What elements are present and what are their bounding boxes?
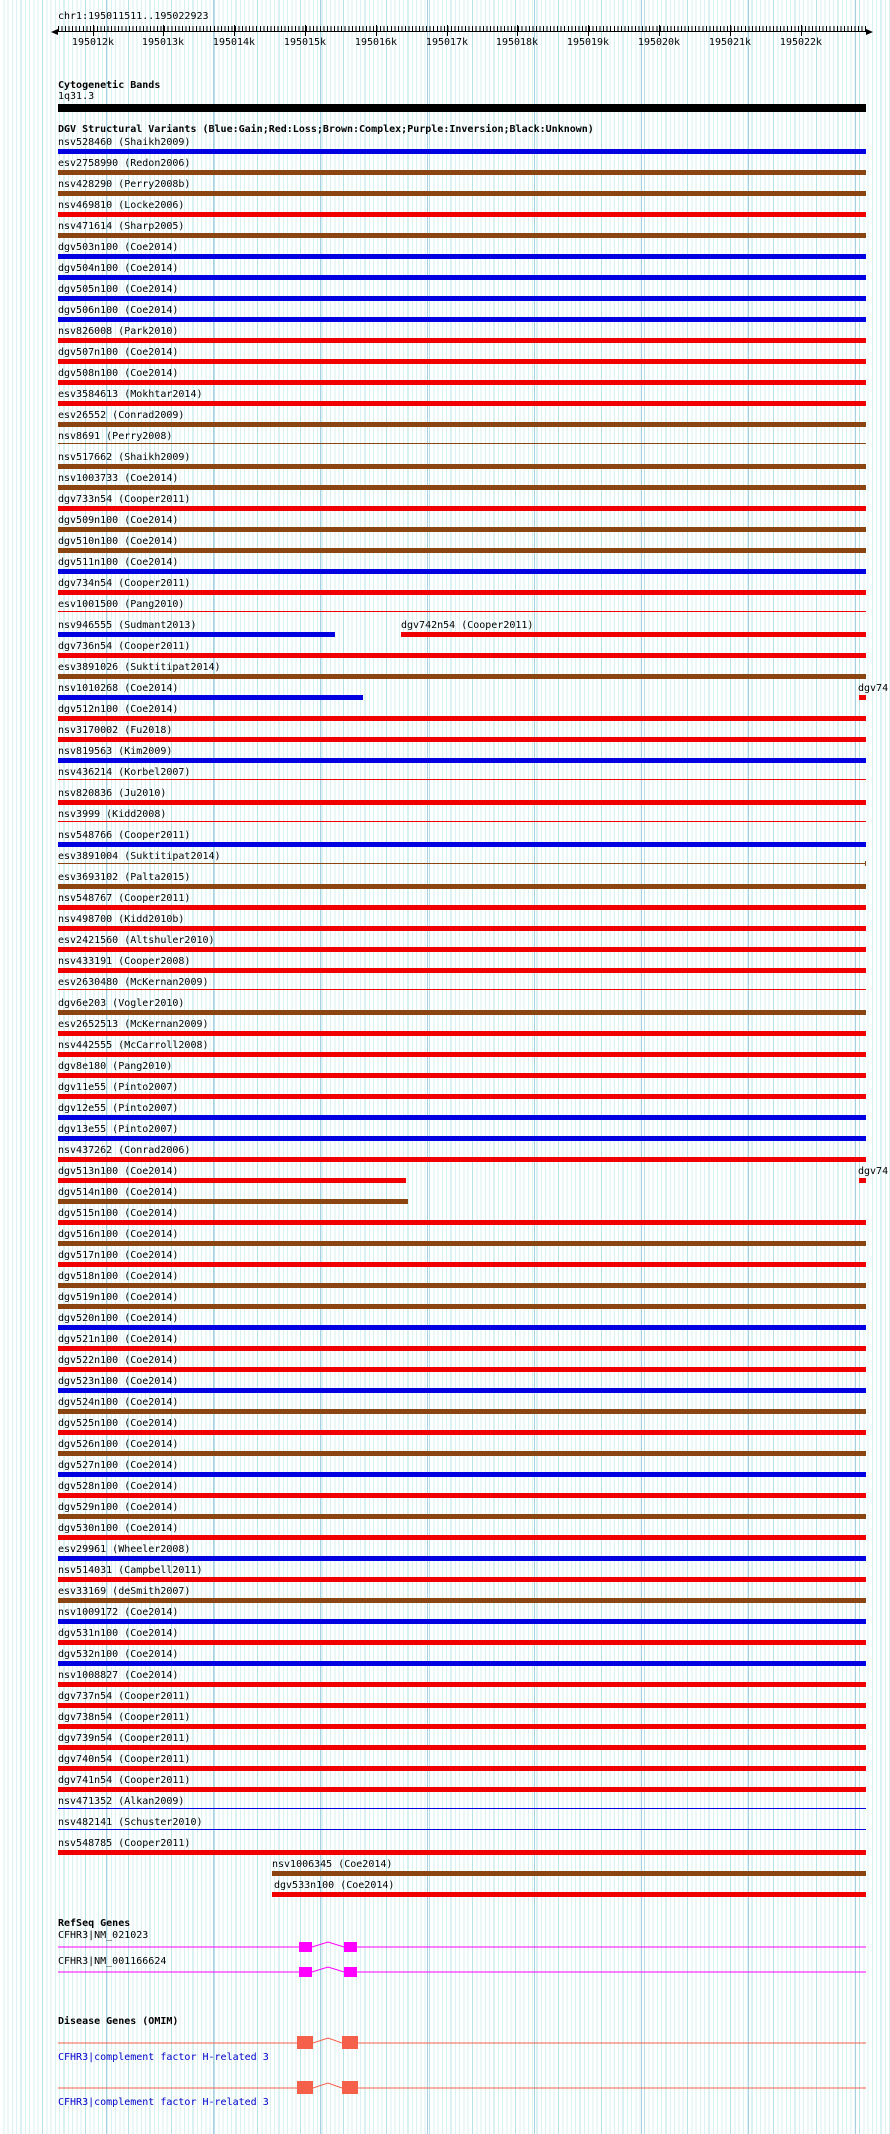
variant-bar[interactable] <box>58 296 866 301</box>
variant-bar[interactable] <box>58 1409 866 1414</box>
variant-bar[interactable] <box>58 275 866 280</box>
variant-bar[interactable] <box>58 1283 866 1288</box>
variant-label[interactable]: dgv518n100 (Coe2014) <box>58 1271 179 1282</box>
ruler-major-tick-down <box>659 31 660 36</box>
variant-bar[interactable] <box>58 884 866 889</box>
variant-bar[interactable] <box>58 548 866 553</box>
variant-end-tick <box>865 861 866 866</box>
refseq-transcript-label[interactable]: CFHR3|NM_021023 <box>58 1930 149 1941</box>
variant-label[interactable]: dgv515n100 (Coe2014) <box>58 1208 179 1219</box>
gene-model[interactable] <box>58 1940 866 1954</box>
ruler-tick-label: 195020k <box>637 37 681 48</box>
ruler-major-tick-down <box>517 31 518 36</box>
variant-label[interactable]: esv3891004 (Suktitipat2014) <box>58 851 221 862</box>
omim-gene-label[interactable]: CFHR3|complement factor H-related 3 <box>58 2052 269 2063</box>
variant-label[interactable]: esv3693102 (Palta2015) <box>58 872 191 883</box>
variant-label[interactable]: dgv533n100 (Coe2014) <box>274 1880 395 1891</box>
variant-label[interactable]: dgv510n100 (Coe2014) <box>58 536 179 547</box>
gene-model[interactable] <box>58 2079 866 2097</box>
ruler-major-tick-down <box>376 31 377 36</box>
gene-model[interactable] <box>58 2034 866 2052</box>
variant-bar[interactable] <box>58 737 866 742</box>
variant-label[interactable]: nsv8691 (Perry2008) <box>58 431 173 442</box>
exon-box[interactable] <box>342 2081 358 2094</box>
ruler-tick-label: 195017k <box>425 37 469 48</box>
variant-label[interactable]: dgv733n54 (Cooper2011) <box>58 494 191 505</box>
variant-label[interactable]: esv3584613 (Mokhtar2014) <box>58 389 203 400</box>
variant-bar[interactable] <box>859 695 866 700</box>
variant-bar[interactable] <box>58 170 866 175</box>
variant-label[interactable]: nsv436214 (Korbel2007) <box>58 767 191 778</box>
variant-bar[interactable] <box>58 905 866 910</box>
variant-bar[interactable] <box>58 1241 866 1246</box>
variant-bar[interactable] <box>58 233 866 238</box>
variant-label[interactable]: nsv548766 (Cooper2011) <box>58 830 191 841</box>
variant-label[interactable]: nsv442555 (McCarroll2008) <box>58 1040 209 1051</box>
variant-bar[interactable] <box>58 1136 866 1141</box>
variant-label[interactable]: nsv471352 (Alkan2009) <box>58 1796 185 1807</box>
variant-label[interactable]: nsv946555 (Sudmant2013) <box>58 620 197 631</box>
variant-bar[interactable] <box>272 1892 866 1897</box>
variant-bar[interactable] <box>58 1157 866 1162</box>
variant-bar[interactable] <box>58 1766 866 1771</box>
variant-label[interactable]: dgv504n100 (Coe2014) <box>58 263 179 274</box>
variant-label[interactable]: dgv6e203 (Vogler2010) <box>58 998 185 1009</box>
variant-label[interactable]: nsv3170002 (Fu2018) <box>58 725 173 736</box>
locus-title: chr1:195011511..195022923 <box>58 11 209 22</box>
variant-bar[interactable] <box>58 758 866 763</box>
variant-bar[interactable] <box>58 254 866 259</box>
variant-label[interactable]: nsv498700 (Kidd2010b) <box>58 914 185 925</box>
variant-bar[interactable] <box>58 191 866 196</box>
gene-model[interactable] <box>58 1965 866 1979</box>
variant-label[interactable]: esv3891026 (Suktitipat2014) <box>58 662 221 673</box>
variant-bar[interactable] <box>58 1850 866 1855</box>
variant-label[interactable]: dgv8e180 (Pang2010) <box>58 1061 173 1072</box>
ruler-major-tick-down <box>93 31 94 36</box>
variant-bar[interactable] <box>58 422 866 427</box>
cytogenetic-bands-title: Cytogenetic Bands <box>58 80 161 91</box>
variant-bar[interactable] <box>272 1871 866 1876</box>
variant-label[interactable]: esv33169 (deSmith2007) <box>58 1586 191 1597</box>
variant-label[interactable]: dgv516n100 (Coe2014) <box>58 1229 179 1240</box>
variant-label[interactable]: esv29961 (Wheeler2008) <box>58 1544 191 1555</box>
variant-bar[interactable] <box>58 1493 866 1498</box>
variant-bar[interactable] <box>58 1577 866 1582</box>
variant-label[interactable]: nsv433191 (Cooper2008) <box>58 956 191 967</box>
variant-bar[interactable] <box>58 212 866 217</box>
ruler-left-arrow-icon <box>51 29 58 35</box>
variant-label[interactable]: nsv528460 (Shaikh2009) <box>58 137 191 148</box>
variant-bar[interactable] <box>58 779 866 780</box>
variant-label[interactable]: dgv525n100 (Coe2014) <box>58 1418 179 1429</box>
variant-bar[interactable] <box>58 611 866 612</box>
variant-label[interactable]: nsv469810 (Locke2006) <box>58 200 185 211</box>
variant-bar[interactable] <box>58 380 866 385</box>
ruler-major-tick-down <box>447 31 448 36</box>
variant-label[interactable]: dgv532n100 (Coe2014) <box>58 1649 179 1660</box>
variant-bar[interactable] <box>859 1178 866 1183</box>
variant-bar[interactable] <box>58 1598 866 1603</box>
variant-bar[interactable] <box>58 1010 866 1015</box>
ruler-tick-label: 195019k <box>566 37 610 48</box>
variant-label[interactable]: dgv511n100 (Coe2014) <box>58 557 179 568</box>
variant-bar[interactable] <box>58 863 866 864</box>
variant-bar[interactable] <box>58 485 866 490</box>
ruler-major-tick-down <box>801 31 802 36</box>
dgv-track-title: DGV Structural Variants (Blue:Gain;Red:Loss;Brown:Complex;Purple:Inversion;Black:Unknown) <box>58 124 594 135</box>
variant-bar[interactable] <box>58 1073 866 1078</box>
variant-bar[interactable] <box>58 1367 866 1372</box>
ruler-major-tick-down <box>163 31 164 36</box>
variant-bar[interactable] <box>58 989 866 990</box>
variant-label[interactable]: dgv74 <box>858 683 889 694</box>
variant-bar[interactable] <box>58 1514 866 1519</box>
variant-label[interactable]: nsv1010268 (Coe2014) <box>58 683 179 694</box>
variant-bar[interactable] <box>58 1388 866 1393</box>
variant-label[interactable]: nsv1008827 (Coe2014) <box>58 1670 179 1681</box>
variant-label[interactable]: nsv437262 (Conrad2006) <box>58 1145 191 1156</box>
variant-label[interactable]: dgv509n100 (Coe2014) <box>58 515 179 526</box>
variant-label[interactable]: nsv1009172 (Coe2014) <box>58 1607 179 1618</box>
variant-label[interactable]: dgv741n54 (Cooper2011) <box>58 1775 191 1786</box>
variant-label[interactable]: dgv740n54 (Cooper2011) <box>58 1754 191 1765</box>
variant-bar[interactable] <box>58 1682 866 1687</box>
variant-bar[interactable] <box>58 1535 866 1540</box>
exon-box[interactable] <box>297 2036 313 2049</box>
variant-bar[interactable] <box>58 695 363 700</box>
variant-label[interactable]: dgv524n100 (Coe2014) <box>58 1397 179 1408</box>
variant-label[interactable]: nsv471614 (Sharp2005) <box>58 221 185 232</box>
variant-bar[interactable] <box>58 338 866 343</box>
variant-bar[interactable] <box>58 1745 866 1750</box>
variant-label[interactable]: esv2421560 (Altshuler2010) <box>58 935 215 946</box>
exon-box[interactable] <box>344 1942 357 1952</box>
variant-label[interactable]: esv26552 (Conrad2009) <box>58 410 185 421</box>
variant-bar[interactable] <box>58 674 866 679</box>
cytoband-bar[interactable] <box>58 104 866 112</box>
variant-label[interactable]: dgv520n100 (Coe2014) <box>58 1313 179 1324</box>
variant-label[interactable]: dgv736n54 (Cooper2011) <box>58 641 191 652</box>
ruler-tick-label: 195013k <box>141 37 185 48</box>
variant-bar[interactable] <box>58 1325 866 1330</box>
variant-label[interactable]: dgv503n100 (Coe2014) <box>58 242 179 253</box>
variant-bar[interactable] <box>58 506 866 511</box>
variant-label[interactable]: nsv3999 (Kidd2008) <box>58 809 167 820</box>
variant-label[interactable]: dgv513n100 (Coe2014) <box>58 1166 179 1177</box>
variant-bar[interactable] <box>58 800 866 805</box>
variant-bar[interactable] <box>58 1199 408 1204</box>
ruler-tick-label: 195012k <box>71 37 115 48</box>
variant-bar[interactable] <box>58 464 866 469</box>
variant-label[interactable]: dgv528n100 (Coe2014) <box>58 1481 179 1492</box>
variant-bar[interactable] <box>58 443 866 444</box>
variant-label[interactable]: nsv548785 (Cooper2011) <box>58 1838 191 1849</box>
variant-bar[interactable] <box>58 947 866 952</box>
variant-bar[interactable] <box>58 653 866 658</box>
variant-bar[interactable] <box>58 926 866 931</box>
variant-label[interactable]: esv2758990 (Redon2006) <box>58 158 191 169</box>
exon-box[interactable] <box>299 1942 312 1952</box>
variant-label[interactable]: dgv512n100 (Coe2014) <box>58 704 179 715</box>
variant-label[interactable]: dgv514n100 (Coe2014) <box>58 1187 179 1198</box>
variant-bar[interactable] <box>58 527 866 532</box>
variant-label[interactable]: dgv738n54 (Cooper2011) <box>58 1712 191 1723</box>
variant-bar[interactable] <box>58 821 866 822</box>
omim-track-title: Disease Genes (OMIM) <box>58 2016 179 2027</box>
ruler-tick-label: 195014k <box>212 37 256 48</box>
variant-label[interactable]: esv1001500 (Pang2010) <box>58 599 185 610</box>
exon-box[interactable] <box>342 2036 358 2049</box>
ruler-tick-label: 195018k <box>495 37 539 48</box>
exon-box[interactable] <box>299 1967 312 1977</box>
variant-label[interactable]: dgv507n100 (Coe2014) <box>58 347 179 358</box>
variant-label[interactable]: nsv826008 (Park2010) <box>58 326 179 337</box>
variant-bar[interactable] <box>58 1703 866 1708</box>
variant-label[interactable]: dgv12e55 (Pinto2007) <box>58 1103 179 1114</box>
variant-label[interactable]: dgv505n100 (Coe2014) <box>58 284 179 295</box>
variant-bar[interactable] <box>58 1178 406 1183</box>
ruler-tick-label: 195021k <box>708 37 752 48</box>
variant-label[interactable]: nsv517662 (Shaikh2009) <box>58 452 191 463</box>
variant-bar[interactable] <box>58 569 866 574</box>
variant-label[interactable]: dgv506n100 (Coe2014) <box>58 305 179 316</box>
variant-label[interactable]: dgv517n100 (Coe2014) <box>58 1250 179 1261</box>
variant-bar[interactable] <box>58 359 866 364</box>
variant-bar[interactable] <box>58 716 866 721</box>
variant-bar[interactable] <box>58 1094 866 1099</box>
refseq-transcript-label[interactable]: CFHR3|NM_001166624 <box>58 1956 167 1967</box>
variant-bar[interactable] <box>58 842 866 847</box>
variant-bar[interactable] <box>58 632 335 637</box>
variant-bar[interactable] <box>58 1430 866 1435</box>
variant-label[interactable]: nsv819563 (Kim2009) <box>58 746 173 757</box>
ruler-line <box>58 31 866 32</box>
omim-gene-label[interactable]: CFHR3|complement factor H-related 3 <box>58 2097 269 2108</box>
variant-label[interactable]: dgv523n100 (Coe2014) <box>58 1376 179 1387</box>
exon-box[interactable] <box>344 1967 357 1977</box>
variant-label[interactable]: nsv1003733 (Coe2014) <box>58 473 179 484</box>
ruler-major-tick-down <box>730 31 731 36</box>
variant-label[interactable]: dgv526n100 (Coe2014) <box>58 1439 179 1450</box>
variant-bar[interactable] <box>58 1052 866 1057</box>
variant-bar[interactable] <box>58 1115 866 1120</box>
variant-label[interactable]: dgv529n100 (Coe2014) <box>58 1502 179 1513</box>
variant-label[interactable]: nsv548767 (Cooper2011) <box>58 893 191 904</box>
variant-label[interactable]: dgv13e55 (Pinto2007) <box>58 1124 179 1135</box>
variant-label[interactable]: dgv734n54 (Cooper2011) <box>58 578 191 589</box>
variant-bar[interactable] <box>58 1346 866 1351</box>
variant-bar[interactable] <box>58 1304 866 1309</box>
ruler-tick-label: 195015k <box>283 37 327 48</box>
variant-bar[interactable] <box>58 317 866 322</box>
variant-bar[interactable] <box>58 590 866 595</box>
ruler-major-tick-down <box>234 31 235 36</box>
variant-label[interactable]: nsv1006345 (Coe2014) <box>272 1859 393 1870</box>
variant-label[interactable]: nsv820836 (Ju2010) <box>58 788 167 799</box>
variant-bar[interactable] <box>58 1640 866 1645</box>
variant-label[interactable]: dgv74 <box>858 1166 889 1177</box>
refseq-track-title: RefSeq Genes <box>58 1918 131 1929</box>
variant-label[interactable]: nsv514031 (Campbell2011) <box>58 1565 203 1576</box>
variant-label[interactable]: dgv737n54 (Cooper2011) <box>58 1691 191 1702</box>
variant-bar[interactable] <box>58 1808 866 1809</box>
variant-bar[interactable] <box>58 1556 866 1561</box>
variant-bar[interactable] <box>58 1724 866 1729</box>
variant-bar[interactable] <box>401 632 866 637</box>
variant-bar[interactable] <box>58 1829 866 1830</box>
variant-label[interactable]: dgv739n54 (Cooper2011) <box>58 1733 191 1744</box>
variant-label[interactable]: dgv742n54 (Cooper2011) <box>401 620 534 631</box>
variant-bar[interactable] <box>58 968 866 973</box>
ruler-major-tick-down <box>305 31 306 36</box>
variant-label[interactable]: dgv522n100 (Coe2014) <box>58 1355 179 1366</box>
variant-bar[interactable] <box>58 1787 866 1792</box>
variant-label[interactable]: dgv508n100 (Coe2014) <box>58 368 179 379</box>
ruler-right-arrow-icon <box>866 29 873 35</box>
variant-label[interactable]: esv2630480 (McKernan2009) <box>58 977 209 988</box>
variant-label[interactable]: dgv527n100 (Coe2014) <box>58 1460 179 1471</box>
variant-label[interactable]: dgv530n100 (Coe2014) <box>58 1523 179 1534</box>
variant-label[interactable]: dgv521n100 (Coe2014) <box>58 1334 179 1345</box>
variant-bar[interactable] <box>58 1262 866 1267</box>
variant-label[interactable]: nsv428290 (Perry2008b) <box>58 179 191 190</box>
variant-bar[interactable] <box>58 1451 866 1456</box>
variant-label[interactable]: nsv482141 (Schuster2010) <box>58 1817 203 1828</box>
variant-label[interactable]: esv2652513 (McKernan2009) <box>58 1019 209 1030</box>
variant-bar[interactable] <box>58 1031 866 1036</box>
variant-bar[interactable] <box>58 1472 866 1477</box>
cytoband-label: 1q31.3 <box>58 91 95 102</box>
variant-bar[interactable] <box>58 401 866 406</box>
variant-bar[interactable] <box>58 1220 866 1225</box>
variant-bar[interactable] <box>58 1661 866 1666</box>
ruler-tick-label: 195022k <box>779 37 823 48</box>
variant-bar[interactable] <box>58 1619 866 1624</box>
ruler-tick-label: 195016k <box>354 37 398 48</box>
ruler-major-tick-down <box>588 31 589 36</box>
variant-label[interactable]: dgv531n100 (Coe2014) <box>58 1628 179 1639</box>
variant-label[interactable]: dgv519n100 (Coe2014) <box>58 1292 179 1303</box>
exon-box[interactable] <box>297 2081 313 2094</box>
variant-label[interactable]: dgv11e55 (Pinto2007) <box>58 1082 179 1093</box>
variant-bar[interactable] <box>58 149 866 154</box>
